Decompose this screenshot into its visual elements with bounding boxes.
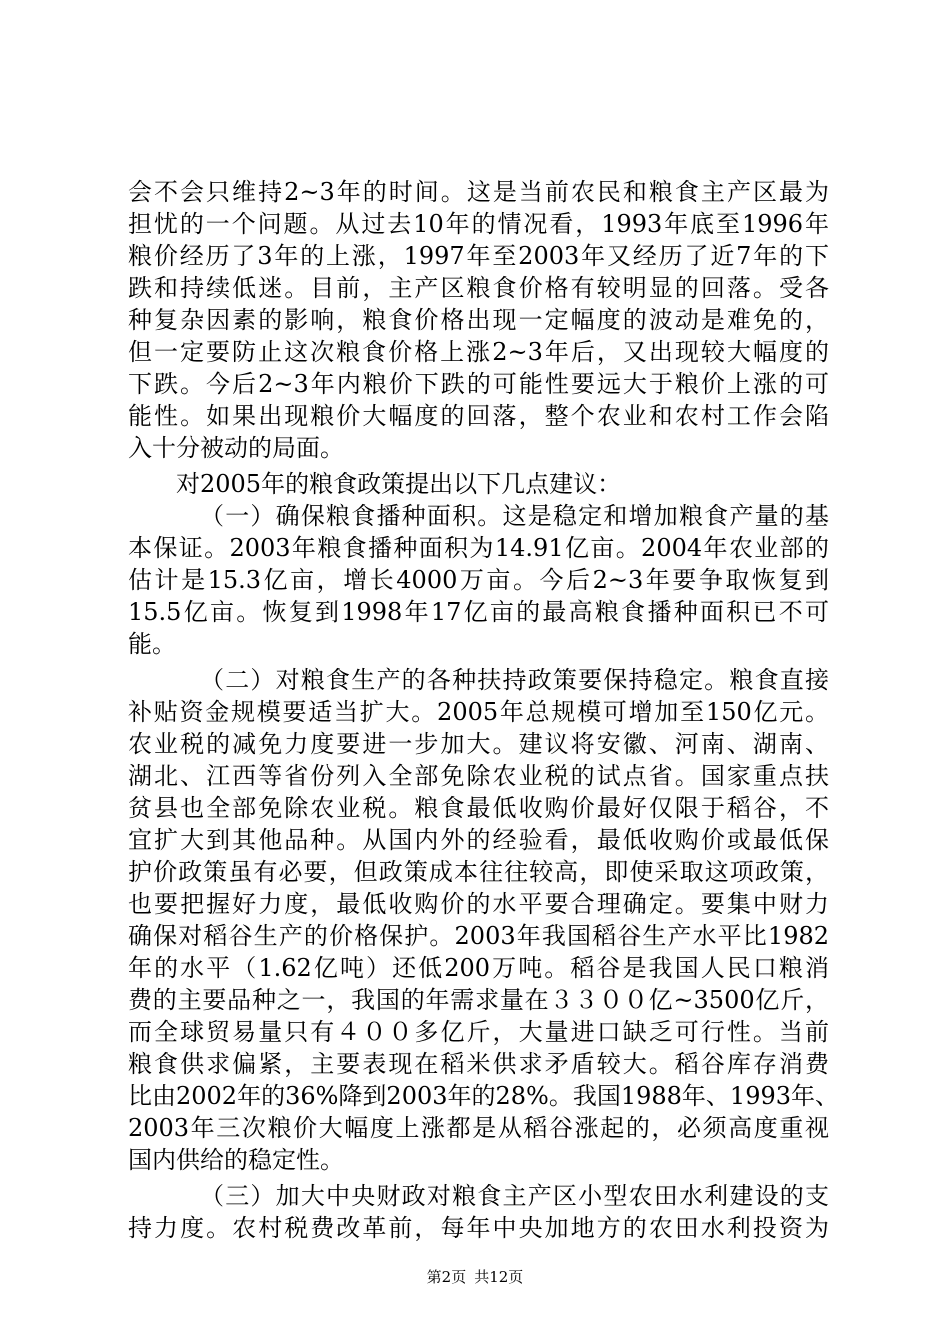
text-line: 跌和持续低迷。目前，主产区粮食价格有较明显的回落。受各 bbox=[128, 274, 829, 302]
text-line: 粮价经历了3年的上涨，1997年至2003年又经历了近7年的下 bbox=[128, 242, 829, 270]
text-line: 但一定要防止这次粮食价格上涨2~3年后，又出现较大幅度的 bbox=[128, 338, 829, 366]
page-number: 第2页 bbox=[426, 1268, 467, 1286]
text-line: 宜扩大到其他品种。从国内外的经验看，最低收购价或最低保 bbox=[128, 826, 829, 854]
text-line: 也要把握好力度，最低收购价的水平要合理确定。要集中财力 bbox=[128, 890, 829, 918]
paragraph bbox=[128, 664, 839, 1176]
text-line: 估计是15.3亿亩，增长4000万亩。今后2~3年要争取恢复到 bbox=[128, 566, 829, 594]
text-line: 会不会只维持2~3年的时间。这是当前农民和粮食主产区最为 bbox=[128, 178, 829, 206]
text-line: （一）确保粮食播种面积。这是稳定和增加粮食产量的基 bbox=[200, 502, 829, 530]
text-line: 补贴资金规模要适当扩大。2005年总规模可增加至150亿元。 bbox=[128, 698, 829, 726]
paragraph bbox=[128, 500, 829, 660]
paragraph bbox=[128, 176, 829, 464]
text-line: 年的水平（1.62亿吨）还低200万吨。稻谷是我国人民口粮消 bbox=[128, 954, 829, 982]
text-line: 比由2002年的36%降到2003年的28%。我国1988年、1993年、 bbox=[128, 1082, 839, 1110]
text-line: 2003年三次粮价大幅度上涨都是从稻谷涨起的，必须高度重视 bbox=[128, 1114, 829, 1142]
paragraph bbox=[128, 468, 829, 500]
document-body bbox=[128, 176, 839, 1244]
text-line: 担忧的一个问题。从过去10年的情况看，1993年底至1996年 bbox=[128, 210, 829, 238]
page-total: 共12页 bbox=[474, 1268, 524, 1286]
text-line: 能。 bbox=[128, 630, 176, 658]
text-line: 确保对稻谷生产的价格保护。2003年我国稻谷生产水平比1982 bbox=[128, 922, 829, 950]
page-footer bbox=[0, 1267, 950, 1287]
paragraph bbox=[128, 1180, 829, 1244]
text-line: 湖北、江西等省份列入全部免除农业税的试点省。国家重点扶 bbox=[128, 762, 829, 790]
text-line: 下跌。今后2~3年内粮价下跌的可能性要远大于粮价上涨的可 bbox=[128, 370, 829, 398]
text-line: 贫县也全部免除农业税。粮食最低收购价最好仅限于稻谷，不 bbox=[128, 794, 829, 822]
text-line: 费的主要品种之一，我国的年需求量在３３００亿~3500亿斤， bbox=[128, 986, 829, 1014]
text-line: 对2005年的粮食政策提出以下几点建议： bbox=[176, 470, 622, 498]
text-line: （二）对粮食生产的各种扶持政策要保持稳定。粮食直接 bbox=[200, 666, 829, 694]
text-line: 粮食供求偏紧，主要表现在稻米供求矛盾较大。稻谷库存消费 bbox=[128, 1050, 829, 1078]
text-line: （三）加大中央财政对粮食主产区小型农田水利建设的支 bbox=[200, 1182, 829, 1210]
text-line: 而全球贸易量只有４００多亿斤，大量进口缺乏可行性。当前 bbox=[128, 1018, 829, 1046]
text-line: 入十分被动的局面。 bbox=[128, 434, 344, 462]
text-line: 护价政策虽有必要，但政策成本往往较高，即使采取这项政策， bbox=[128, 858, 829, 886]
text-line: 国内供给的稳定性。 bbox=[128, 1146, 344, 1174]
text-line: 农业税的减免力度要进一步加大。建议将安徽、河南、湖南、 bbox=[128, 730, 829, 758]
text-line: 持力度。农村税费改革前，每年中央加地方的农田水利投资为 bbox=[128, 1214, 829, 1242]
text-line: 种复杂因素的影响，粮食价格出现一定幅度的波动是难免的， bbox=[128, 306, 829, 334]
text-line: 本保证。2003年粮食播种面积为14.91亿亩。2004年农业部的 bbox=[128, 534, 829, 562]
text-line: 能性。如果出现粮价大幅度的回落，整个农业和农村工作会陷 bbox=[128, 402, 829, 430]
text-line: 15.5亿亩。恢复到1998年17亿亩的最高粮食播种面积已不可 bbox=[128, 598, 829, 626]
